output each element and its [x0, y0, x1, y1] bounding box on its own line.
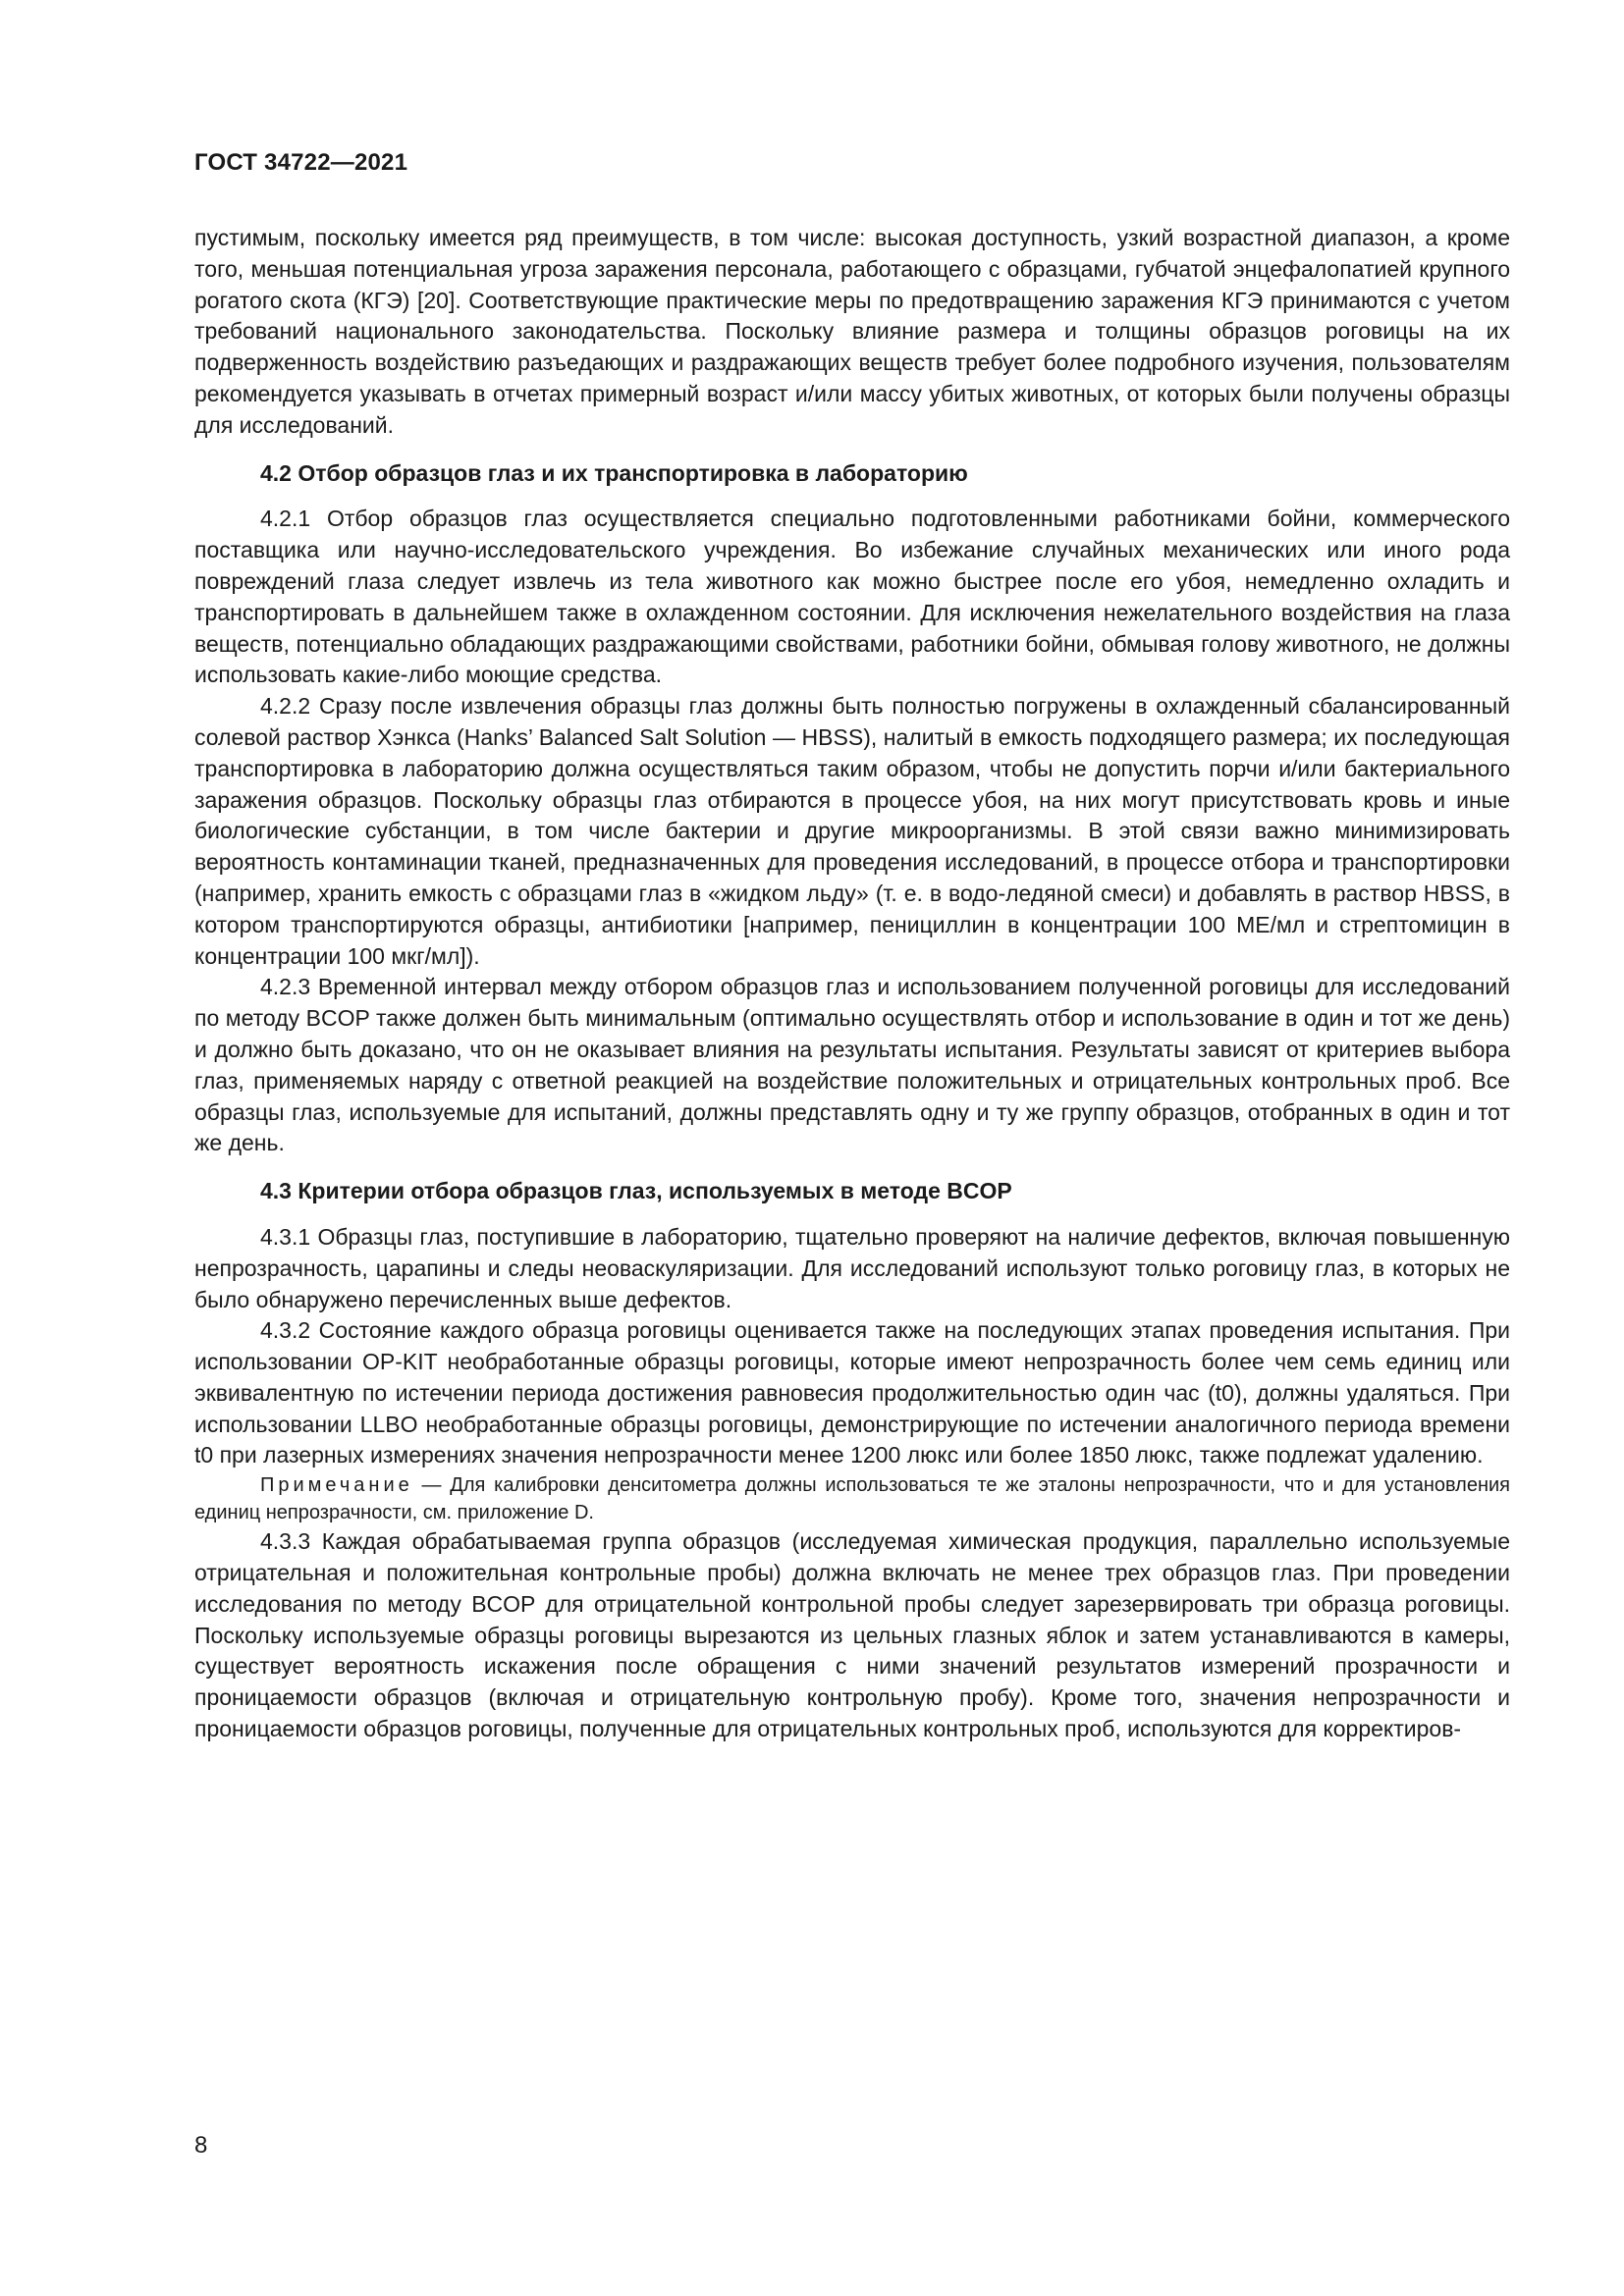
document-body	[194, 223, 1510, 1745]
paragraph-4-2-3: 4.2.3 Временной интервал между отбором образцов глаз и использованием полученной роговицы для исследований по методу BCOP также должен быть минимальным (оптимально осуществлять отбор и использование в один и тот же день) и должно быть доказано, что он не оказывает влияния на результаты испытания. Результаты зависят от критериев выбора глаз, применяемых наряду с ответной реакцией на воздействие положительных и отрицательных контрольных проб. Все образцы глаз, используемые для испытаний, должны представлять одну и ту же группу образцов, отобранных в один и тот же день.	[194, 974, 1510, 1156]
paragraph-4-3-3: 4.3.3 Каждая обрабатываемая группа образцов (исследуемая химическая продукция, параллельно используемые отрицательная и положительная контрольные пробы) должна включать не менее трех образцов глаз. При проведении исследования по методу BCOP для отрицательной контрольной пробы следует зарезервировать три образца роговицы. Поскольку используемые образцы роговицы вырезаются из цельных глазных яблок и затем устанавливаются в камеры, существует вероятность искажения после обращения с ними значений результатов измерений прозрачности и проницаемости образцов (включая и отрицательную контрольную пробу). Кроме того, значения непрозрачности и проницаемости образцов роговицы, полученные для отрицательных контрольных проб, используются для корректиров-	[194, 1528, 1510, 1742]
paragraph-4-3-1: 4.3.1 Образцы глаз, поступившие в лабораторию, тщательно проверяют на наличие дефектов, включая повышенную непрозрачность, царапины и следы неоваскуляризации. Для исследований используют только роговицу глаз, в которых не было обнаружено перечисленных выше дефектов.	[194, 1223, 1510, 1312]
paragraph-4-3-2: 4.3.2 Состояние каждого образца роговицы оценивается также на последующих этапах проведения испытания. При использовании OP-KIT необработанные образцы роговицы, которые имеют непрозрачность более чем семь единиц или эквивалентную по истечении периода достижения равновесия продолжительностью один час (t0), должны удаляться. При использовании LLBO необработанные образцы роговицы, демонстрирующие по истечении аналогичного периода времени t0 при лазерных измерениях значения непрозрачности менее 1200 люкс или более 1850 люкс, также подлежат удалению.	[194, 1317, 1510, 1468]
note-label: Примечание	[260, 1474, 413, 1497]
paragraph-continuation: пустимым, поскольку имеется ряд преимуществ, в том числе: высокая доступность, узкий возрастной диапазон, а кроме того, меньшая потенциальная угроза заражения персонала, работающего с образцами, губчатой энцефалопатией крупного рогатого скота (КГЭ) [20]. Соответствующие практические меры по предотвращению заражения КГЭ принимаются с учетом требований национального законодательства. Поскольку влияние размера и толщины образцов роговицы на их подверженность воздействию разъедающих и раздражающих веществ требует более подробного изучения, пользователям рекомендуется указывать в отчетах примерный возраст и/или массу убитых животных, от которых были получены образцы для исследований.	[194, 225, 1510, 438]
page-number: 8	[194, 2132, 208, 2159]
paragraph-4-2-2: 4.2.2 Сразу после извлечения образцы глаз должны быть полностью погружены в охлажденный сбалансированный солевой раствор Хэнкса (Hanks’ Balanced Salt Solution — HBSS), налитый в емкость подходящего размера; их последующая транспортировка в лабораторию должна осуществляться таким образом, чтобы не допустить порчи и/или бактериального заражения образцов. Поскольку образцы глаз отбираются в процессе убоя, на них могут присутствовать кровь и иные биологические субстанции, в том числе бактерии и другие микроорганизмы. В этой связи важно минимизировать вероятность контаминации тканей, предназначенных для проведения исследований, в процессе отбора и транспортировки (например, хранить емкость с образцами глаз в «жидком льду» (т. е. в водо-ледяной смеси) и добавлять в раствор HBSS, в котором транспортируются образцы, антибиотики [например, пенициллин в концентрации 100 МЕ/мл и стрептомицин в концентрации 100 мкг/мл]).	[194, 693, 1510, 969]
section-heading-4-3: 4.3 Критерии отбора образцов глаз, используемых в методе BCOP	[260, 1178, 1012, 1204]
section-heading-4-2: 4.2 Отбор образцов глаз и их транспортировка в лабораторию	[260, 459, 968, 486]
document-header: ГОСТ 34722—2021	[194, 149, 408, 176]
note-text: — Для калибровки денситометра должны использоваться те же эталоны непрозрачности, что и для установления единиц непрозрачности, см. приложение D.	[194, 1474, 1510, 1524]
paragraph-4-2-1: 4.2.1 Отбор образцов глаз осуществляется специально подготовленными работниками бойни, коммерческого поставщика или научно-исследовательского учреждения. Во избежание случайных механических или иного рода повреждений глаза следует извлечь из тела животного как можно быстрее после его убоя, немедленно охладить и транспортировать в дальнейшем также в охлажденном состоянии. Для исключения нежелательного воздействия на глаза веществ, потенциально обладающих раздражающими свойствами, работники бойни, обмывая голову животного, не должны использовать какие-либо моющие средства.	[194, 506, 1510, 688]
note	[194, 1471, 1510, 1526]
